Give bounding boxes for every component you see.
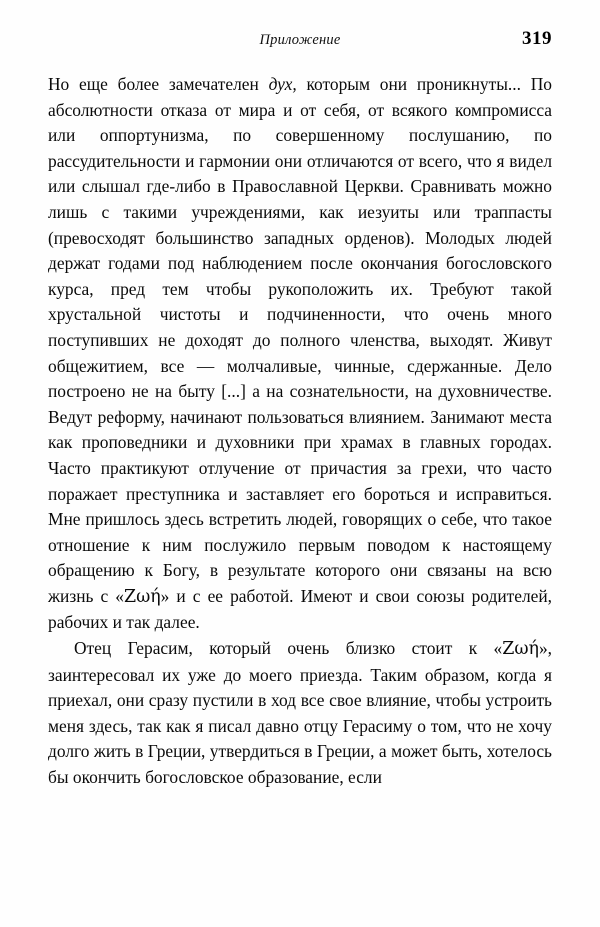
paragraph-2: Отец Герасим, который очень близко стоит к «Zωή», заинтересовал их уже до моего приезда. Таким образом, когда я приехал, они сразу пустили в ход все свое влияние, чтобы устроить меня здесь, так как я писал давно отцу Герасиму о том, что не хочу долго жить в Греции, утвердиться в Греции, а может быть, хотелось бы окончить богословское образование, если <box>48 638 552 788</box>
greek-term: Zωή <box>123 586 161 607</box>
greek-term: Zωή <box>502 639 539 660</box>
running-head <box>48 28 552 62</box>
emphasis-italic: дух, <box>268 74 297 94</box>
running-title: Приложение <box>259 32 341 48</box>
page-body <box>48 72 552 791</box>
paragraph-1: Но еще более замечателен дух, которым они проникнуты... По абсолютности отказа от мира и от себя, от всякого компромисса или оппортунизма, по совершенному послушанию, по рассудительности и гармонии они отличаются от всего, что я видел или слышал где-либо в Православной Церкви. Сравнивать можно лишь с такими учреждениями, как иезуиты или траппасты (превосходят большинство западных орденов). Молодых людей держат годами под наблюдением после окончания богословского курса, пред тем чтобы рукоположить их. Требуют такой хрустальной чистоты и подчиненности, что очень много поступивших не доходят до полного членства, выходят. Живут общежитием, все — молчаливые, чинные, сдержанные. Дело построено не на быту [...] а на сознательности, на духовничестве. Ведут реформу, начинают пользоваться влиянием. Занимают места как проповедники и духовники при храмах в главных городах. Часто практикуют отлучение от причастия за грехи, что часто поражает преступника и заставляет его бороться и исправиться. Мне пришлось здесь встретить людей, говорящих о себе, что такое отношение к ним послужило первым поводом к настоящему обращению к Богу, в результате которого они связаны на всю жизнь с «Zωή» и с ее работой. Имеют и свои союзы родителей, рабочих и так далее. <box>48 74 552 633</box>
page-number: 319 <box>522 28 552 49</box>
